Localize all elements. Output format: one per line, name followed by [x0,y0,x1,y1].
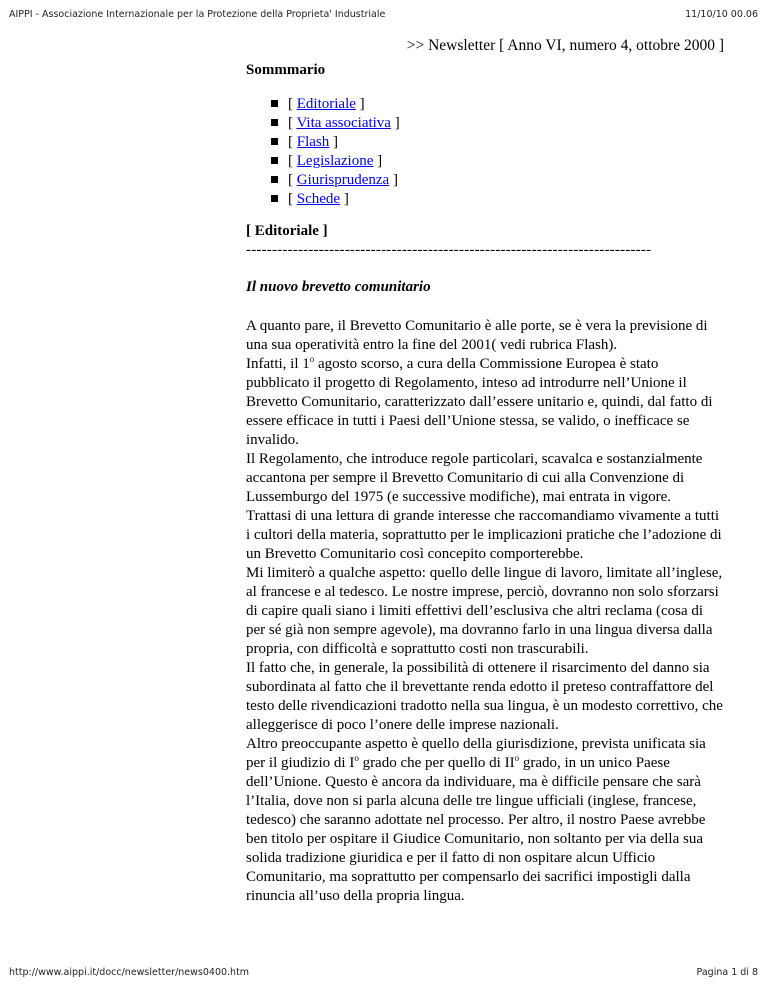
toc-list [246,95,724,209]
toc-link-schede[interactable]: Schede [296,191,341,207]
print-header-title: AIPPI - Associazione Internazionale per la Protezione della Proprieta' Industriale [9,9,386,20]
toc-item: [ Flash ] [271,133,724,152]
paragraph: Infatti, il 1$^o$ agosto scorso, a cura della Commissione Europea è stato pubblicato il progetto di Regolamento, inteso ad introdurre nell’Unione il Brevetto Comunitario, caratterizzato dall’essere unitario e, quindi, dal fatto di essere efficace in tutti i Paesi dell’Unione stessa, se valido, o inefficace se invalido. [246,354,713,448]
section-title: [ Editoriale ] [246,223,328,239]
square-bullet-icon [271,119,278,126]
dashed-divider: ------------------------------------------------------------------------------ [246,242,652,258]
toc-item: [ Vita associativa ] [271,114,724,133]
paragraph: A quanto pare, il Brevetto Comunitario è alle porte, se è vera la previsione di una sua operatività entro la fine del 2001( vedi rubrica Flash). [246,318,708,353]
toc-link-vita-associativa[interactable]: Vita associativa [296,115,391,131]
square-bullet-icon [271,176,278,183]
toc-link-legislazione[interactable]: Legislazione [296,153,374,169]
toc-link-flash[interactable]: Flash [296,134,330,150]
toc-item: [ Schede ] [271,190,724,209]
article-title: Il nuovo brevetto comunitario [246,279,431,295]
paragraph: Mi limiterò a qualche aspetto: quello delle lingue di lavoro, limitate all’inglese, al francese e al tedesco. Le nostre imprese, perciò, dovranno non solo sforzarsi di capire quali siano i limiti effettivi dell’esclusiva che altri reclama (cosa di per sé già non sempre agevole), ma dovranno farlo in una lingua diversa dalla propria, con difficoltà e soprattutto costi non trascurabili. [246,565,723,657]
toc-link-giurisprudenza[interactable]: Giurisprudenza [296,172,390,188]
newsletter-content [246,36,724,906]
print-footer-page: Pagina 1 di 8 [696,967,758,978]
toc-title: Sommmario [246,62,326,78]
square-bullet-icon [271,195,278,202]
square-bullet-icon [271,100,278,107]
paragraph: Il Regolamento, che introduce regole particolari, scavalca e sostanzialmente accantona per sempre il Brevetto Comunitario di cui alla Convenzione di Lussemburgo del 1975 (e successive modifiche), mai entrata in vigore. [246,451,703,505]
toc-item: [ Giurisprudenza ] [271,171,724,190]
toc-item: [ Editoriale ] [271,95,724,114]
square-bullet-icon [271,138,278,145]
paragraph: Il fatto che, in generale, la possibilità di ottenere il risarcimento del danno sia subordinata al fatto che il brevettante renda edotto il preteso contraffattore del testo delle rivendicazioni tradotto nella sua lingua, è un modesto correttivo, che alleggerisce di poco l’onere delle imprese nazionali. [246,660,723,733]
square-bullet-icon [271,157,278,164]
paragraph: Altro preoccupante aspetto è quello della giurisdizione, prevista unificata sia per il giudizio di $I^o$ grado che per quello di $II^o$ grado, in un unico Paese dell’Unione. Questo è ancora da individuare, ma è difficile pensare che sarà l’Italia, dove non si parla alcuna delle tre lingue ufficiali (inglese, francese, tedesco) che saranno adottate nel processo. Per altro, il nostro Paese avrebbe ben titolo per ospitare il Giudice Comunitario, non soltanto per via della sua solida tradizione giuridica e per il fatto di non ospitare alcun Ufficio Comunitario, ma soprattutto per compensarlo dei sacrifici impostigli dalla rinuncia all’uso della propria lingua. [246,736,706,904]
issue-heading: >> Newsletter [ Anno VI, numero 4, ottobre 2000 ] [406,37,724,54]
paragraph: Trattasi di una lettura di grande interesse che raccomandiamo vivamente a tutti i cultori della materia, soprattutto per le implicazioni pratiche che l’adozione di un Brevetto Comunitario così concepito comporterebbe. [246,508,722,562]
toc-link-editoriale[interactable]: Editoriale [296,96,356,112]
toc-item: [ Legislazione ] [271,152,724,171]
print-header-datetime: 11/10/10 00.06 [685,9,758,20]
print-footer-url: http://www.aippi.it/docc/newsletter/news0400.htm [9,967,250,978]
